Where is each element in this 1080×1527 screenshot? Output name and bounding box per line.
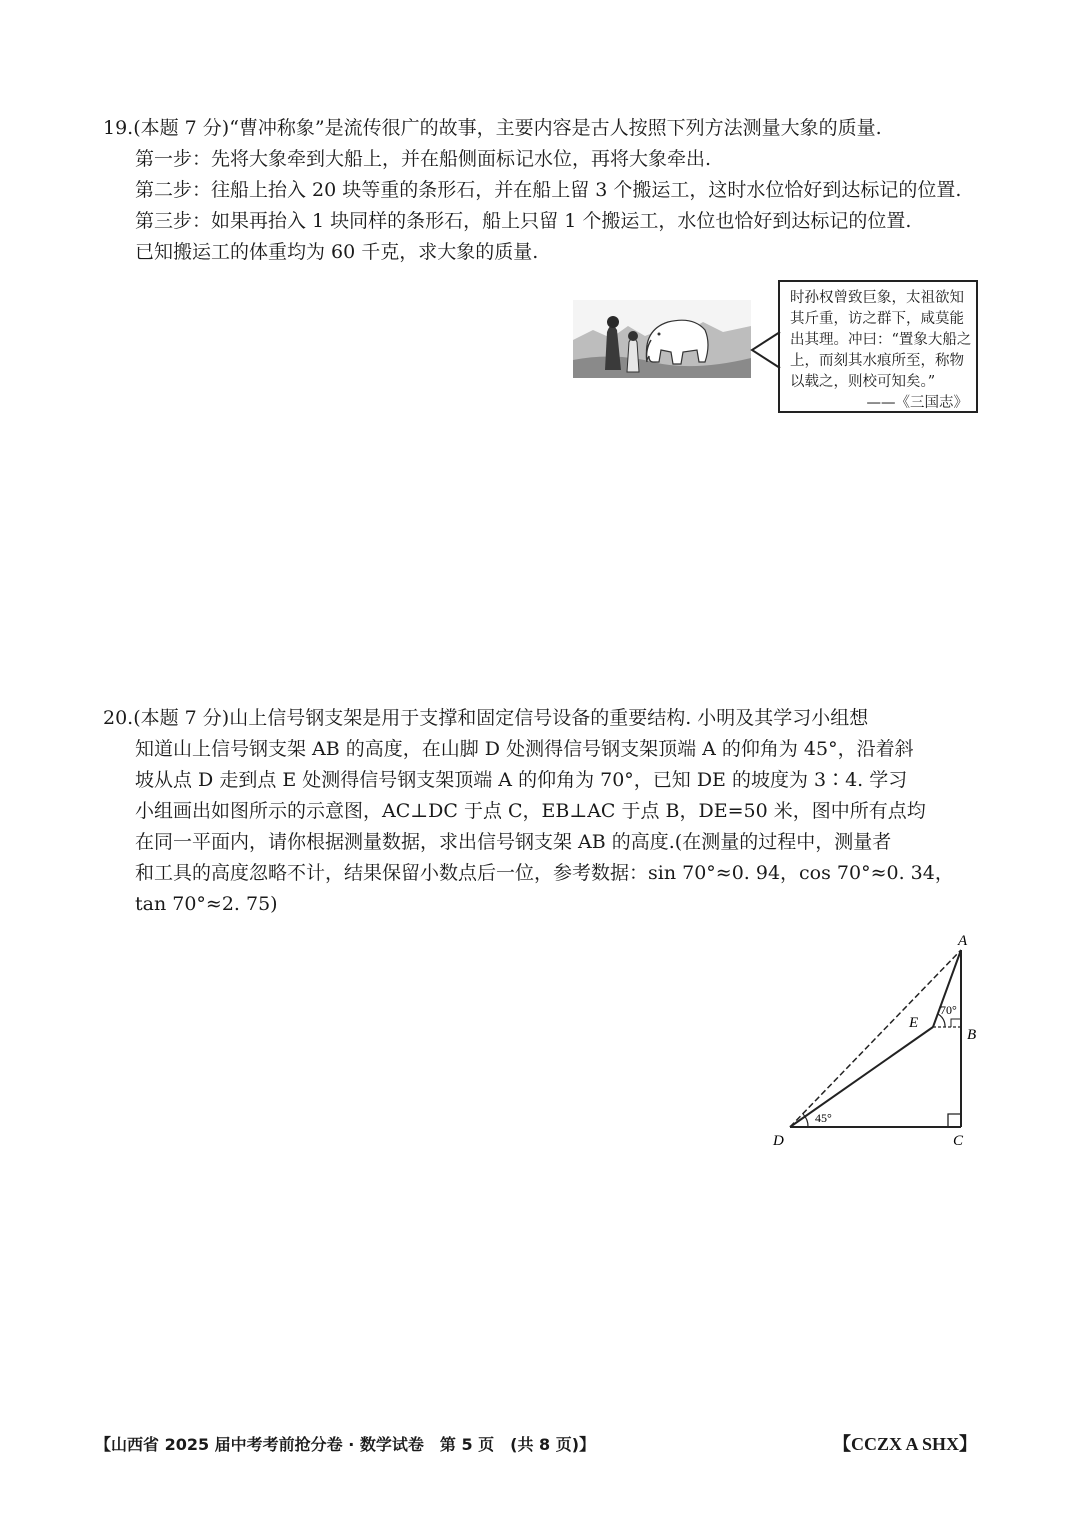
question-20 xyxy=(103,703,983,920)
q19-step-3: 第三步：如果再抬入 1 块同样的条形石，船上只留 1 个搬运工，水位也恰好到达标记的位置. xyxy=(135,210,912,232)
quote-line: 以载之，则校可知矣。” xyxy=(790,374,936,390)
quote-line: 上，而刻其水痕所至，称物 xyxy=(790,353,964,369)
q20-line: 小组画出如图所示的示意图，AC⊥DC 于点 C，EB⊥AC 于点 B，DE=50 米，图中所有点均 xyxy=(135,800,926,822)
footer-code: 【CCZX A SHX】 xyxy=(832,1434,977,1454)
quote-line: 出其理。冲曰：“置象大船之 xyxy=(790,332,972,348)
segment-de xyxy=(790,1027,933,1127)
q20-line: 20.(本题 7 分)山上信号钢支架是用于支撑和固定信号设备的重要结构. 小明及其学习小组想 xyxy=(103,707,869,729)
q20-line: 知道山上信号钢支架 AB 的高度，在山脚 D 处测得信号钢支架顶端 A 的仰角为 45°，沿着斜 xyxy=(135,738,914,760)
quote-source: ——《三国志》 xyxy=(866,395,968,411)
q20-line: 在同一平面内，请你根据测量数据，求出信号钢支架 AB 的高度.(在测量的过程中，测量者 xyxy=(135,831,892,853)
right-angle-c xyxy=(948,1114,961,1127)
angle-label-d: 45° xyxy=(815,1111,832,1125)
quote-line: 其斤重，访之群下，咸莫能 xyxy=(790,311,964,327)
label-c: C xyxy=(953,1133,964,1149)
quote-box xyxy=(778,280,978,413)
q20-line: tan 70°≈2. 75) xyxy=(135,893,278,915)
label-a: A xyxy=(958,933,968,949)
label-b: B xyxy=(967,1027,977,1043)
geometry-figure xyxy=(765,925,995,1155)
q19-ask: 已知搬运工的体重均为 60 千克，求大象的质量. xyxy=(135,241,539,263)
label-d: D xyxy=(773,1133,784,1149)
q19-stem: 19.(本题 7 分)“曹冲称象”是流传很广的故事，主要内容是古人按照下列方法测量大象的质量. xyxy=(103,117,882,139)
right-angle-b xyxy=(951,1019,961,1027)
footer-exam-info: 【山西省 2025 届中考考前抢分卷 · 数学试卷 第 5 页 (共 8 页)】 xyxy=(95,1435,596,1454)
question-19 xyxy=(103,113,983,268)
angle-label-e: 70° xyxy=(940,1003,957,1017)
q20-line: 和工具的高度忽略不计，结果保留小数点后一位，参考数据：sin 70°≈0. 94，cos 70°≈0. 34， xyxy=(135,862,954,884)
q19-step-1: 第一步：先将大象牵到大船上，并在船侧面标记水位，再将大象牵出. xyxy=(135,148,712,170)
q19-step-2: 第二步：往船上抬入 20 块等重的条形石，并在船上留 3 个搬运工，这时水位恰好到达标记的位置. xyxy=(135,179,962,201)
q20-line: 坡从点 D 走到点 E 处测得信号钢支架顶端 A 的仰角为 70°，已知 DE 的坡度为 3∶4. 学习 xyxy=(135,769,908,791)
segment-da-dashed xyxy=(790,950,961,1127)
label-e: E xyxy=(909,1015,919,1031)
elephant-illustration xyxy=(573,300,751,378)
quote-line: 时孙权曾致巨象，太祖欲知 xyxy=(790,290,964,306)
